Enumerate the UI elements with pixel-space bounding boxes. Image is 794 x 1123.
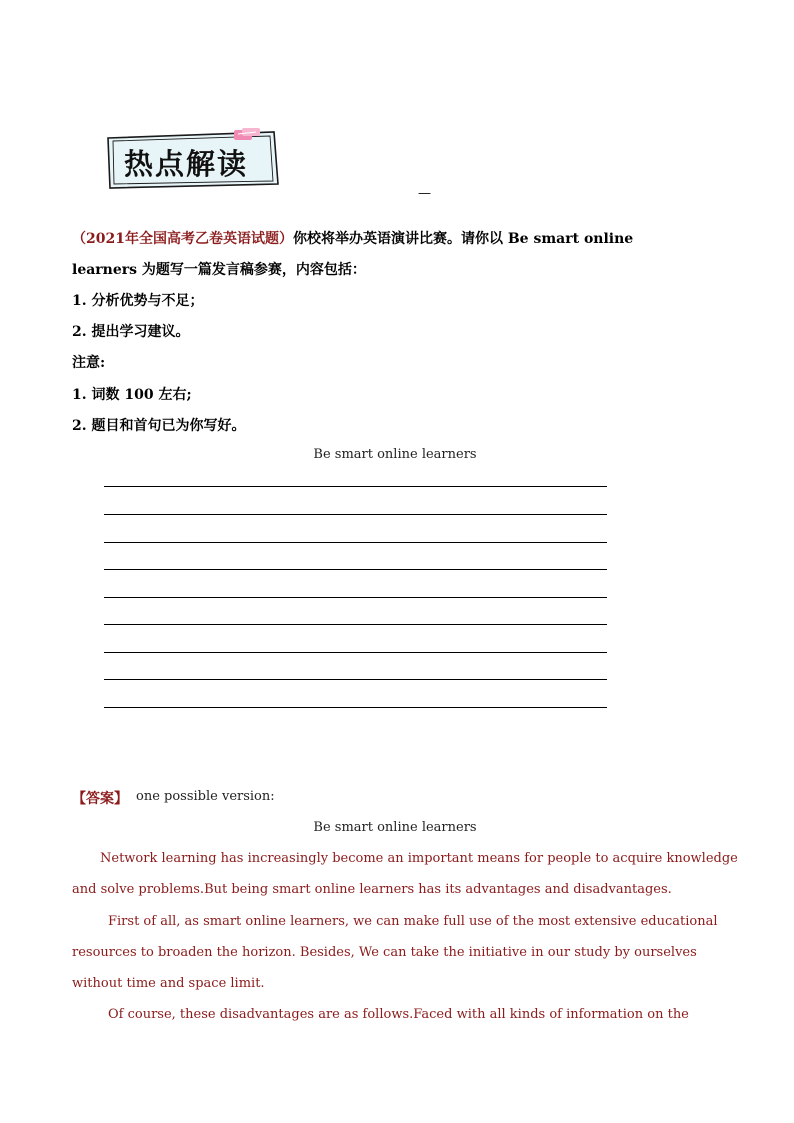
question-source: （2021年全国高考乙卷英语试题） xyxy=(72,231,293,247)
answer-line-3: First of all, as smart online learners, we can make full use of the most extensive educational xyxy=(108,914,718,929)
answer-line-5: without time and space limit. xyxy=(72,976,265,991)
writing-line[interactable] xyxy=(104,569,607,570)
banner-title: 热点解读 xyxy=(124,147,249,181)
writing-line[interactable] xyxy=(104,486,607,487)
note-item-1: 1. 词数 100 左右; xyxy=(72,387,192,403)
writing-line[interactable] xyxy=(104,624,607,625)
writing-line[interactable] xyxy=(104,514,607,515)
writing-line[interactable] xyxy=(104,542,607,543)
answer-line-2: and solve problems.But being smart online learners has its advantages and disadvantages. xyxy=(72,882,672,897)
answer-line-4: resources to broaden the horizon. Besides, We can take the initiative in our study by ourselves xyxy=(72,945,697,960)
content-item-1: 1. 分析优势与不足； xyxy=(72,293,204,309)
question-prompt: 你校将举办英语演讲比赛。请你以 Be smart online xyxy=(292,231,634,247)
note-label: 注意: xyxy=(72,355,106,371)
writing-line[interactable] xyxy=(104,679,607,680)
writing-line[interactable] xyxy=(104,597,607,598)
answer-line-1: Network learning has increasingly become an important means for people to acquire knowledge xyxy=(100,851,738,866)
question-line-1 xyxy=(72,228,633,248)
question-line-2: learners 为题写一篇发言稿参赛，内容包括： xyxy=(72,262,366,278)
dash-mark: — xyxy=(418,186,431,201)
writing-line[interactable] xyxy=(104,707,607,708)
answer-line-6: Of course, these disadvantages are as follows.Faced with all kinds of information on the xyxy=(108,1007,689,1022)
answer-tag: 【答案】 xyxy=(72,791,128,807)
note-item-2: 2. 题目和首句已为你写好。 xyxy=(72,418,246,434)
answer-intro: one possible version: xyxy=(136,789,275,804)
content-item-2: 2. 提出学习建议。 xyxy=(72,324,190,340)
writing-line[interactable] xyxy=(104,652,607,653)
essay-title: Be smart online learners xyxy=(313,447,477,462)
answer-title: Be smart online learners xyxy=(313,820,477,835)
